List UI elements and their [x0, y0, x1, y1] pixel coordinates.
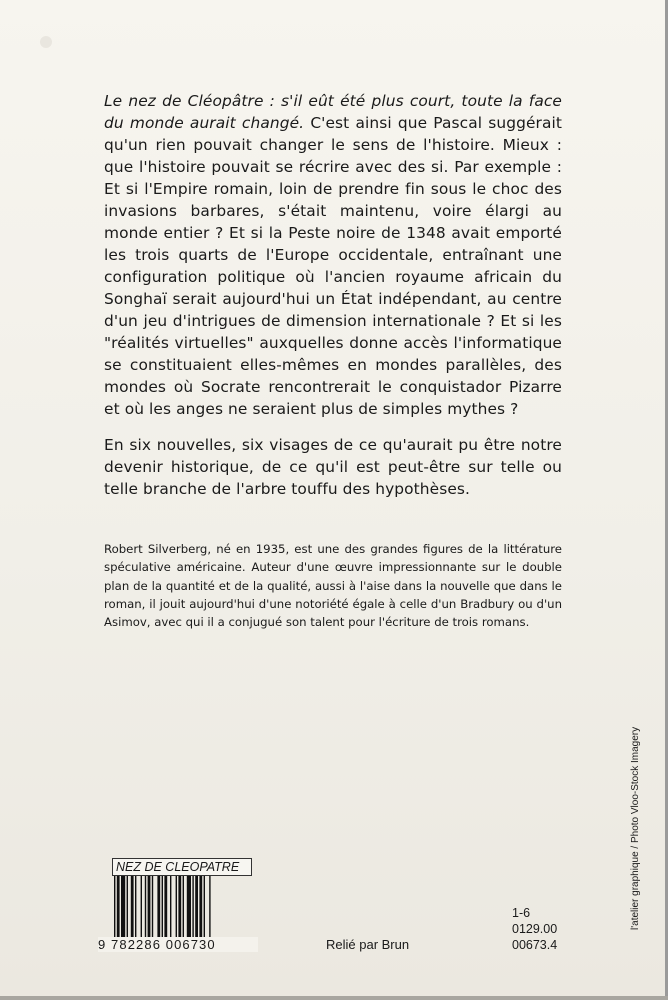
photo-credit: l'atelier graphique / Photo Vloo-Stock Imagery — [630, 726, 641, 930]
blurb-question-virtual: Et si les "réalités virtuelles" auxquelles donne accès l'informatique se constituaient elles-mêmes en mondes parallèles, des mondes où Socrate rencontrerait le conquistador Pizarre et où les anges ne seraient plus de simples mythes ? — [104, 312, 562, 418]
barcode-title-box — [112, 858, 252, 876]
author-bio: Robert Silverberg, né en 1935, est une des grandes figures de la littérature spéculative américaine. Auteur d'une œuvre impressionnante sur le double plan de la quantité et de la qualité, aussi à l'aise dans la nouvelle que dans le roman, il jouit aujourd'hui d'une notoriété égale à celle d'un Bradbury ou d'un Asimov, avec qui il a conjugué son talent pour l'écriture de trois romans. — [104, 542, 562, 630]
blurb-question-plague: Et si la Peste noire de 1348 avait emporté les trois quarts de l'Europe occidentale, entraînant une configuration politique où l'ancien royaume africain du Songhaï serait aujourd'hui un État indépendant, au centre d'un jeu d'intrigues de dimension internationale ? — [104, 224, 562, 330]
blurb-paragraph-1 — [104, 90, 562, 420]
blurb-intro-text: C'est ainsi que Pascal suggérait qu'un rien pouvait changer le sens de l'histoire. Mieux : que l'histoire pouvait se récrire avec des si. Par exemple : — [104, 114, 562, 176]
code-line: 1-6 — [512, 906, 531, 920]
blurb-question-rome: Et si l'Empire romain, loin de prendre fin sous le choc des invasions barbares, s'était maintenu, voire élargi au monde entier ? — [104, 180, 562, 242]
barcode-digits: 9 782286 006730 — [98, 937, 258, 952]
cover-mark — [40, 36, 52, 48]
cover-edge — [0, 996, 668, 1000]
barcode-title: NEZ DE CLEOPATRE — [116, 860, 240, 874]
price-codes — [512, 905, 557, 953]
blurb-paragraph-2: En six nouvelles, six visages de ce qu'aurait pu être notre devenir historique, de ce qu'il est peut-être sur telle ou telle branche de l'arbre touffu des hypothèses. — [104, 436, 562, 498]
code-line: 0129.00 — [512, 922, 558, 936]
pascal-quote: Le nez de Cléopâtre : s'il eût été plus court, toute la face du monde aurait changé. — [104, 92, 562, 132]
binding-note: Relié par Brun — [326, 937, 410, 952]
blurb — [104, 90, 562, 500]
code-line: 00673.4 — [512, 938, 558, 952]
